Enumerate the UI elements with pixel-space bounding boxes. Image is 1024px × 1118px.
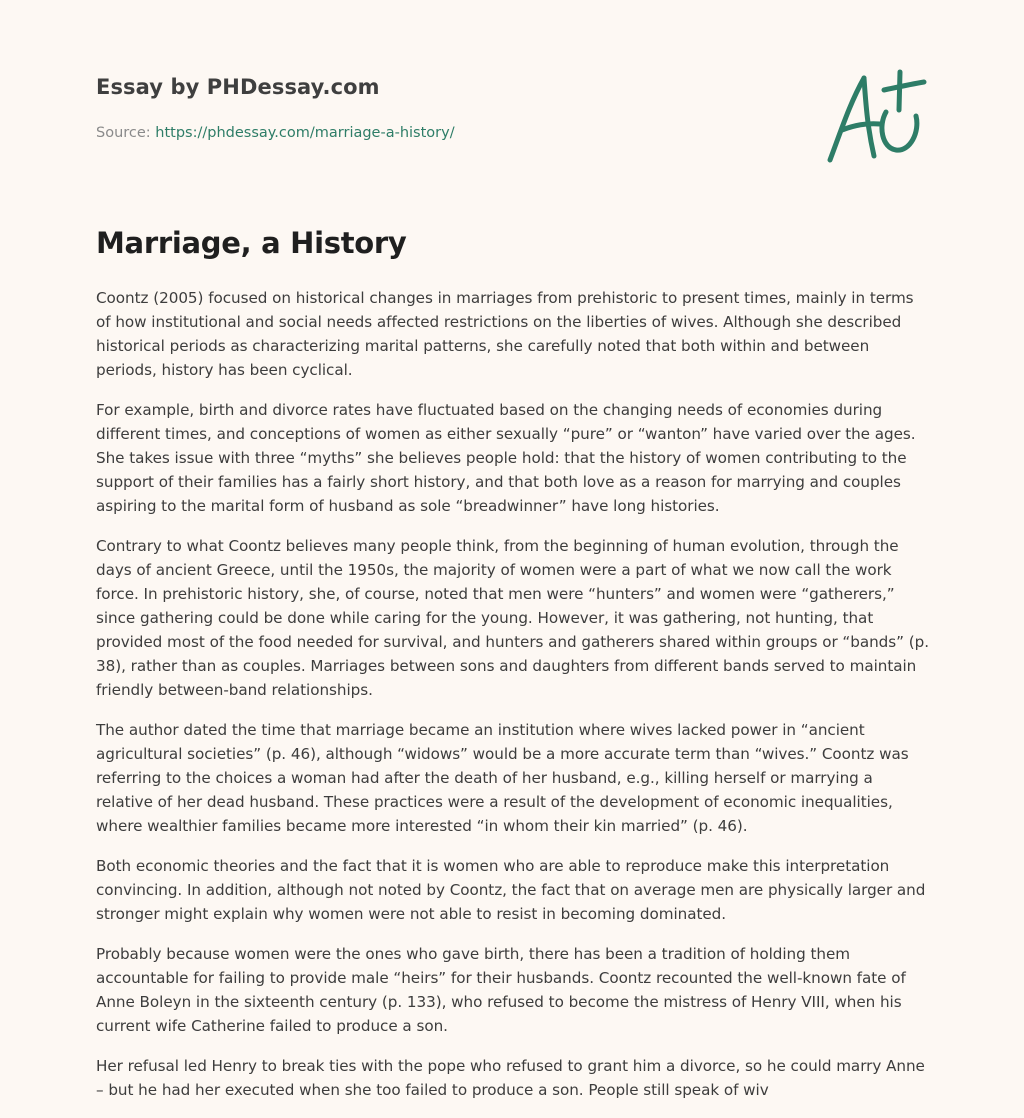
article-title: Marriage, a History <box>96 226 407 260</box>
paragraph: Contrary to what Coontz believes many people think, from the beginning of human evolution, through the days of ancient Greece, until the 1950s, the majority of women were a part of what we now call the work force. In prehistoric history, she, of course, noted that men were “hunters” and women were “gatherers,” since gathering could be done while caring for the young. However, it was gathering, not hunting, that provided most of the food needed for survival, and hunters and gatherers shared within groups or “bands” (p. 38), rather than as couples. Marriages between sons and daughters from different bands served to maintain friendly between-band relationships. <box>96 537 929 699</box>
site-brand[interactable]: Essay by PHDessay.com <box>96 75 380 99</box>
source-label: Source: <box>96 125 151 141</box>
paragraph: Probably because women were the ones who gave birth, there has been a tradition of holding them accountable for failing to provide male “heirs” for their husbands. Coontz recounted the well-known fate of Anne Boleyn in the sixteenth century (p. 133), who refused to become the mistress of Henry VIII, when his current wife Catherine failed to produce a son. <box>96 945 906 1035</box>
paragraph: Her refusal led Henry to break ties with the pope who refused to grant him a divorce, so he could marry Anne – but he had her executed when she too failed to produce a son. People still speak of wiv <box>96 1057 925 1099</box>
source-line <box>96 125 455 141</box>
a-plus-logo <box>820 68 930 168</box>
paragraph: Coontz (2005) focused on historical changes in marriages from prehistoric to present times, mainly in terms of how institutional and social needs affected restrictions on the liberties of wives. Although she described historical periods as characterizing marital patterns, she carefully noted that both within and between periods, history has been cyclical. <box>96 289 914 379</box>
paragraph: For example, birth and divorce rates have fluctuated based on the changing needs of economies during different times, and conceptions of women as either sexually “pure” or “wanton” have varied over the ages. She takes issue with three “myths” she believes people hold: that the history of women contributing to the support of their families has a fairly short history, and that both love as a reason for marrying and couples aspiring to the marital form of husband as sole “breadwinner” have long histories. <box>96 401 916 515</box>
article-body <box>96 286 932 1118</box>
paragraph: Both economic theories and the fact that it is women who are able to reproduce make this interpretation convincing. In addition, although not noted by Coontz, the fact that on average men are physically larger and stronger might explain why women were not able to resist in becoming dominated. <box>96 857 926 923</box>
paragraph: The author dated the time that marriage became an institution where wives lacked power in “ancient agricultural societies” (p. 46), although “widows” would be a more accurate term than “wives.” Coontz was referring to the choices a woman had after the death of her husband, e.g., killing herself or marrying a relative of her dead husband. These practices were a result of the development of economic inequalities, where wealthier families became more interested “in whom their kin married” (p. 46). <box>96 721 909 835</box>
site-header <box>96 75 928 141</box>
source-link[interactable]: https://phdessay.com/marriage-a-history/ <box>155 125 455 141</box>
